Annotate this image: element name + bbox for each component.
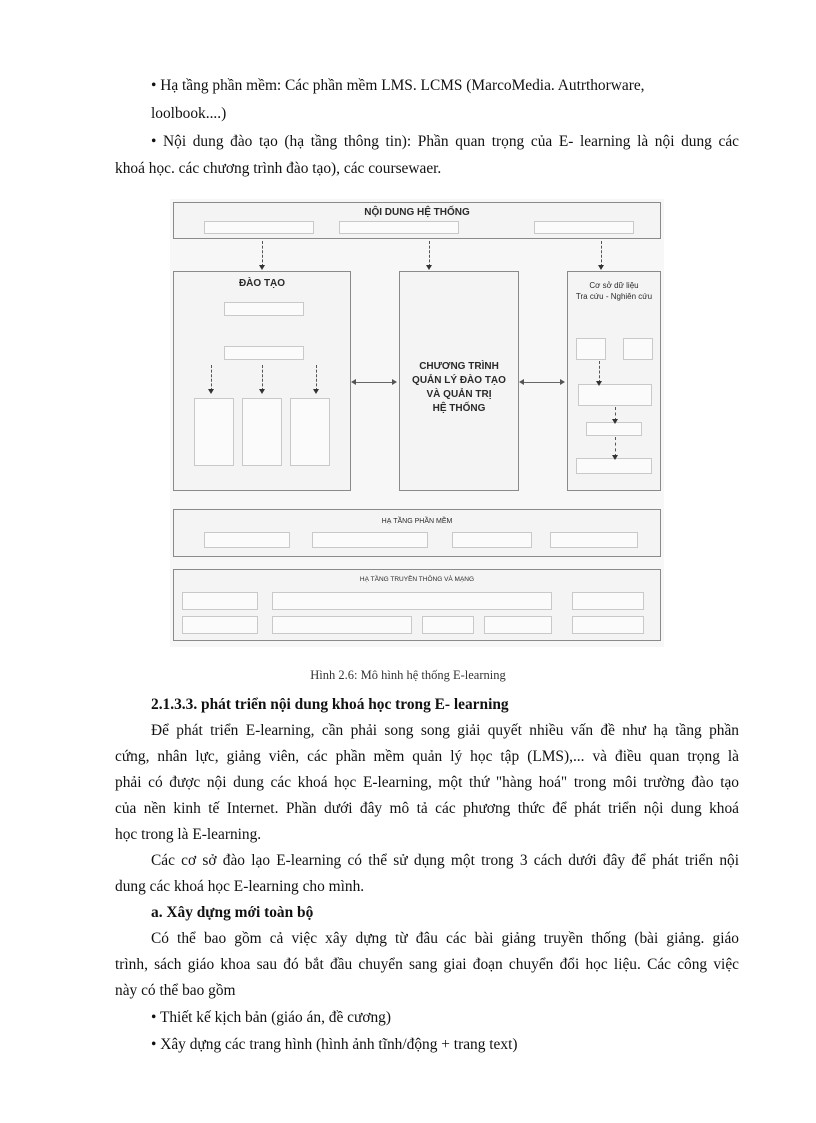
management-title-1: CHƯƠNG TRÌNH: [419, 361, 499, 372]
management-title-2: QUẢN LÝ ĐÀO TẠO: [412, 375, 506, 386]
bullet-script-design: • Thiết kế kịch bản (giáo án, đề cương): [151, 1009, 391, 1026]
section-heading: 2.1.3.3. phát triển nội dung khoá học trong E- learning: [151, 696, 509, 713]
network-sub-3: [572, 592, 644, 610]
network-sub-1: [182, 592, 258, 610]
bullet-content-line1: • Nội dung đào tạo (hạ tầng thông tin): Phần quan trọng của E- learning là nội dung các: [151, 133, 739, 150]
system-content-box: [173, 202, 661, 239]
arrowhead-database: [598, 265, 604, 270]
paragraph1-line3: phải có được nội dung các khoá học E-learning, một thứ "hàng hoá" trong môi trường đào tạo: [115, 774, 739, 791]
software-sub-4: [550, 532, 638, 548]
training-sub-2: [224, 346, 304, 360]
arrow-center-database: [523, 382, 563, 383]
system-content-title: NỘI DUNG HỆ THỐNG: [364, 207, 470, 218]
paragraph3-line3: này có thể bao gồm: [115, 982, 236, 999]
software-infra-box: [173, 509, 661, 557]
arrowhead-left-2: [519, 379, 524, 385]
training-arrowhead-3: [313, 389, 319, 394]
training-arrowhead-1: [208, 389, 214, 394]
arrowhead-training: [259, 265, 265, 270]
database-arrowhead-1: [596, 381, 602, 386]
paragraph1-line5: học trong là E-learning.: [115, 826, 262, 843]
arrowhead-left-1: [351, 379, 356, 385]
paragraph1-line4: của nền kinh tế Internet. Phần dưới đây mô tả các phương thức để phát triển nội dung khoá: [115, 800, 739, 817]
management-program-box: [399, 271, 519, 491]
database-sub-1: [576, 338, 606, 360]
network-sub-4: [182, 616, 258, 634]
network-infra-title: HẠ TẦNG TRUYỀN THÔNG VÀ MẠNG: [359, 576, 475, 583]
software-infra-title: HẠ TẦNG PHẦN MỀM: [381, 518, 453, 525]
bullet-build-pages: • Xây dựng các trang hình (hình ảnh tĩnh/động + trang text): [151, 1036, 518, 1053]
paragraph3-line1: Có thể bao gồm cả việc xây dựng từ đâu các bài giảng truyền thống (bài giảng. giáo: [151, 930, 739, 947]
arrowhead-right-1: [392, 379, 397, 385]
network-sub-2: [272, 592, 552, 610]
network-sub-6: [422, 616, 474, 634]
database-title-1: Cơ sở dữ liệu: [589, 281, 639, 290]
paragraph2-line1: Các cơ sở đào lạo E-learning có thể sử dụng một trong 3 cách dưới đây để phát triển nội: [151, 852, 739, 869]
training-col-3: [290, 398, 330, 466]
software-sub-2: [312, 532, 428, 548]
management-title-3: VÀ QUẢN TRỊ: [426, 389, 492, 400]
management-title-4: HỆ THỐNG: [432, 403, 486, 414]
network-sub-7: [484, 616, 552, 634]
database-arrow-3: [615, 437, 616, 457]
database-sub-3: [578, 384, 652, 406]
elearning-system-diagram: [170, 199, 664, 647]
arrowhead-right-2: [560, 379, 565, 385]
arrow-top-to-training: [262, 241, 263, 267]
training-arrowhead-2: [259, 389, 265, 394]
training-arrow-2: [262, 365, 263, 391]
bullet-content-line2: khoá học. các chương trình đào tạo), các coursewaer.: [115, 160, 442, 177]
paragraph3-line2: trình, sách giáo khoa sau đó bắt đầu chuyển sang giai đoạn chuyển đổi học liệu. Các công việc: [115, 956, 739, 973]
paragraph1-line2: cứng, nhân lực, giảng viên, các phần mềm quản lý học tập (LMS),... và điều quan trọng là: [115, 748, 739, 765]
database-title-2: Tra cứu - Nghiên cứu: [575, 292, 653, 301]
database-arrow-1: [599, 361, 600, 383]
database-sub-2: [623, 338, 653, 360]
top-sub-box-1: [204, 221, 314, 234]
arrow-training-center: [355, 382, 395, 383]
top-sub-box-2: [339, 221, 459, 234]
training-sub-1: [224, 302, 304, 316]
bullet-software-infra-line1: • Hạ tầng phần mềm: Các phần mềm LMS. LCMS (MarcoMedia. Autrthorware,: [151, 77, 645, 94]
paragraph2-line2: dung các khoá học E-learning cho mình.: [115, 878, 365, 895]
database-sub-5: [576, 458, 652, 474]
arrow-top-to-center: [429, 241, 430, 267]
training-title: ĐÀO TẠO: [238, 278, 286, 289]
database-sub-4: [586, 422, 642, 436]
network-sub-5: [272, 616, 412, 634]
paragraph1-line1: Để phát triển E-learning, cần phải song song giải quyết nhiều vấn đề như hạ tầng phần: [151, 722, 739, 739]
network-infra-box: [173, 569, 661, 641]
subheading-a: a. Xây dựng mới toàn bộ: [151, 904, 314, 921]
training-col-2: [242, 398, 282, 466]
training-col-1: [194, 398, 234, 466]
software-sub-3: [452, 532, 532, 548]
training-arrow-1: [211, 365, 212, 391]
top-sub-box-3: [534, 221, 634, 234]
bullet-software-infra-line2: loolbook....): [151, 105, 227, 122]
database-arrowhead-3: [612, 455, 618, 460]
software-sub-1: [204, 532, 290, 548]
training-arrow-3: [316, 365, 317, 391]
figure-caption: Hình 2.6: Mô hình hệ thống E-learning: [310, 668, 506, 682]
network-sub-8: [572, 616, 644, 634]
arrowhead-center: [426, 265, 432, 270]
arrow-top-to-database: [601, 241, 602, 267]
database-arrowhead-2: [612, 419, 618, 424]
